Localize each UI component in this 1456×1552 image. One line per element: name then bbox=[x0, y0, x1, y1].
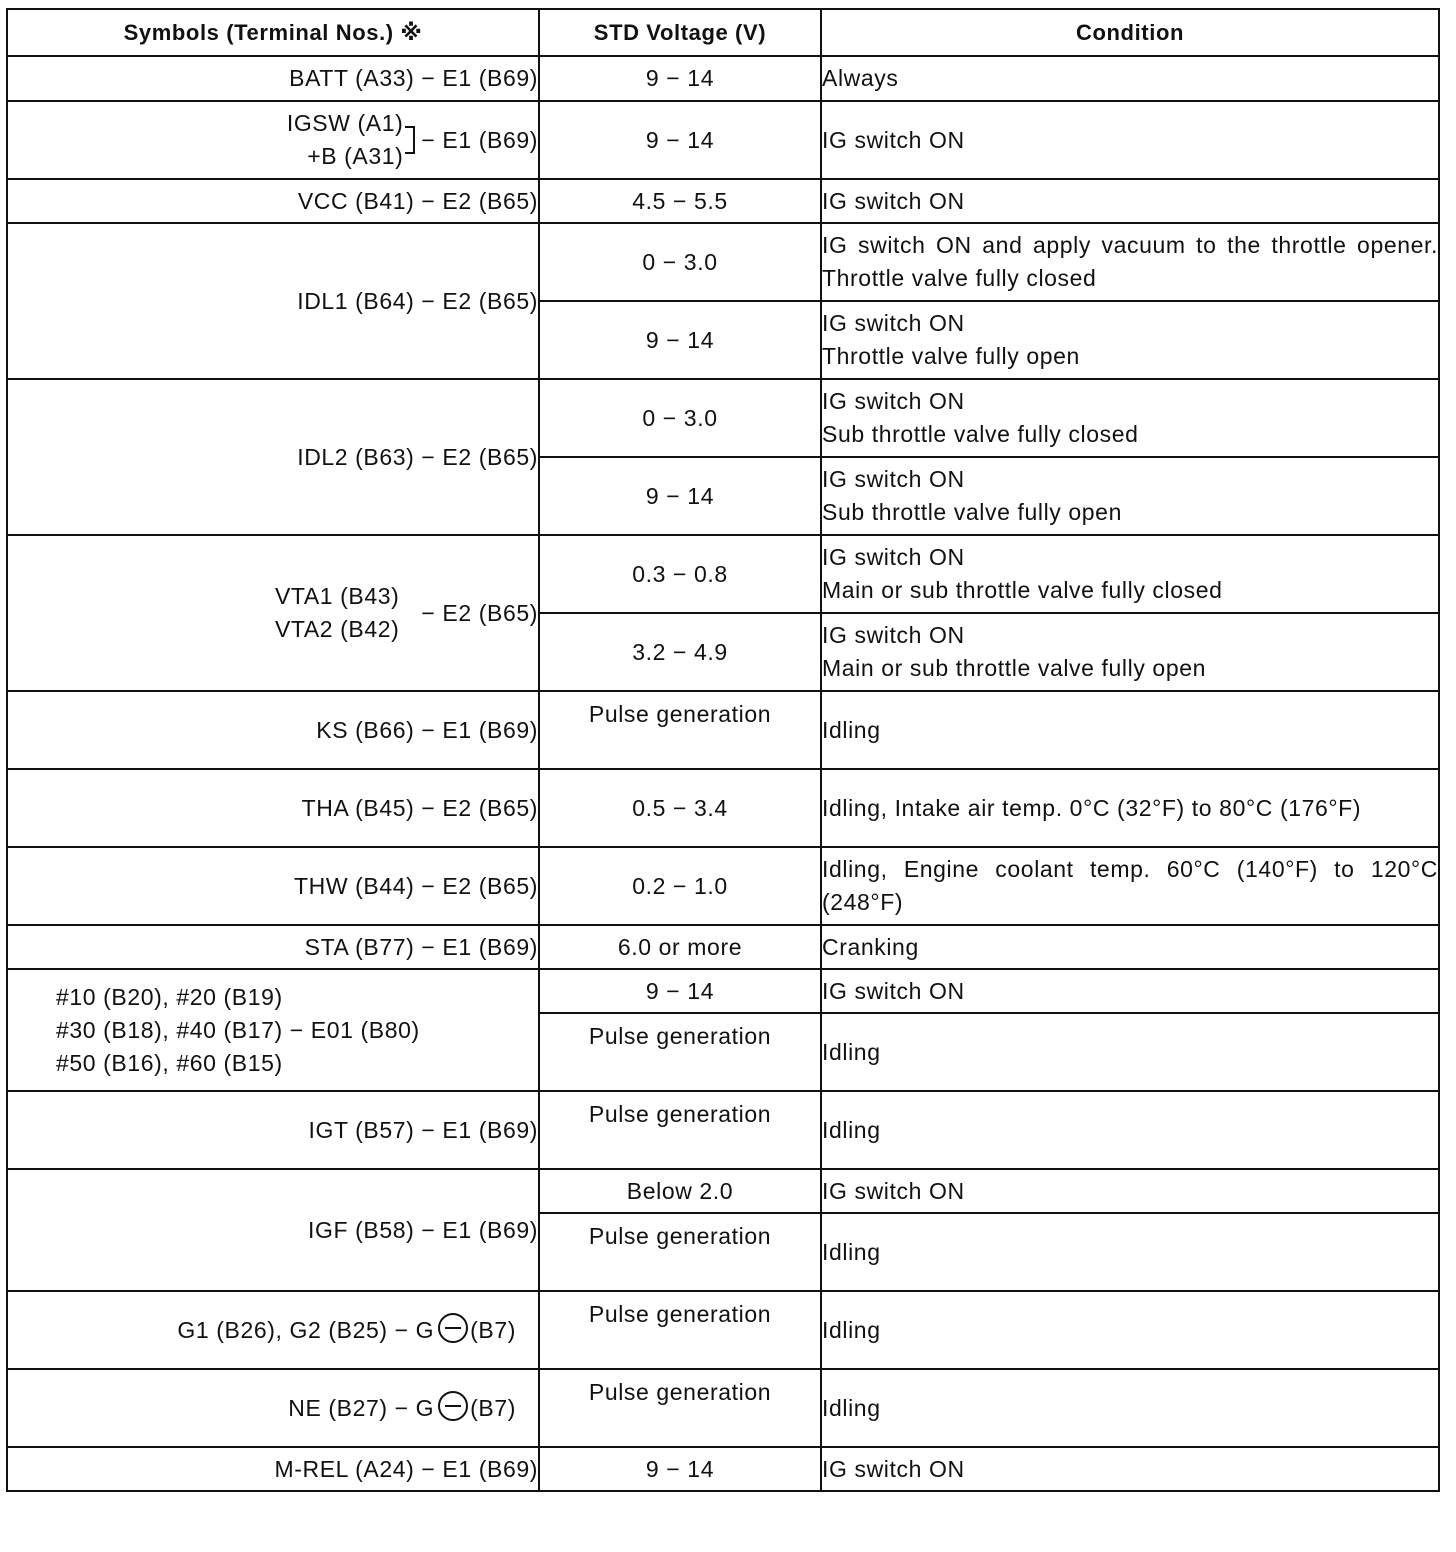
symbol-cell bbox=[7, 969, 539, 1091]
bracket-group bbox=[287, 107, 538, 173]
symbol-cell: IGF (B58) − E1 (B69) bbox=[7, 1169, 539, 1291]
condition-line: IG switch ON bbox=[822, 388, 965, 414]
symbol-line: #30 (B18), #40 (B17) − E01 (B80) bbox=[56, 1016, 420, 1043]
condition-cell bbox=[821, 613, 1439, 691]
voltage-cell: 4.5 − 5.5 bbox=[539, 179, 821, 223]
circled-minus-icon bbox=[438, 1391, 468, 1421]
symbol-cell: KS (B66) − E1 (B69) bbox=[7, 691, 539, 769]
table-row-ne bbox=[7, 1369, 1439, 1447]
voltage-cell: 9 − 14 bbox=[539, 457, 821, 535]
voltage-cell: 0.5 − 3.4 bbox=[539, 769, 821, 847]
header-symbols: Symbols (Terminal Nos.) ※ bbox=[7, 9, 539, 56]
condition-cell bbox=[821, 535, 1439, 613]
condition-line: Throttle valve fully open bbox=[822, 343, 1080, 369]
condition-cell: Idling, Intake air temp. 0°C (32°F) to 80°C (176°F) bbox=[821, 769, 1439, 847]
condition-cell: IG switch ON bbox=[821, 101, 1439, 179]
symbol-cell bbox=[7, 535, 539, 691]
header-row bbox=[7, 9, 1439, 56]
condition-line: Sub throttle valve fully closed bbox=[822, 421, 1139, 447]
symbol-cell: THW (B44) − E2 (B65) bbox=[7, 847, 539, 925]
condition-line: IG switch ON bbox=[822, 544, 965, 570]
symbol-text: (B7) bbox=[470, 1317, 516, 1343]
symbol-cell: IGT (B57) − E1 (B69) bbox=[7, 1091, 539, 1169]
symbol-cell: IDL2 (B63) − E2 (B65) bbox=[7, 379, 539, 535]
condition-cell: IG switch ON bbox=[821, 969, 1439, 1013]
voltage-cell: 0.3 − 0.8 bbox=[539, 535, 821, 613]
symbol-text: (B7) bbox=[470, 1395, 516, 1421]
condition-cell: Idling bbox=[821, 691, 1439, 769]
symbol-tail: − E2 (B65) bbox=[421, 599, 538, 626]
table-row-vta-a bbox=[7, 535, 1439, 613]
condition-cell: Idling bbox=[821, 1369, 1439, 1447]
terminal-voltage-table bbox=[6, 8, 1440, 1492]
voltage-cell: 0.2 − 1.0 bbox=[539, 847, 821, 925]
voltage-cell: Pulse generation bbox=[539, 1013, 821, 1091]
condition-line: Sub throttle valve fully open bbox=[822, 499, 1122, 525]
symbol-cell: THA (B45) − E2 (B65) bbox=[7, 769, 539, 847]
symbol-cell: VCC (B41) − E2 (B65) bbox=[7, 179, 539, 223]
table-row-thw bbox=[7, 847, 1439, 925]
condition-cell: IG switch ON bbox=[821, 1169, 1439, 1213]
voltage-cell: Pulse generation bbox=[539, 691, 821, 769]
condition-cell: IG switch ON and apply vacuum to the throttle opener. Throttle valve fully closed bbox=[821, 223, 1439, 301]
condition-line: IG switch ON bbox=[822, 466, 965, 492]
symbol-text: NE (B27) − G bbox=[288, 1395, 435, 1421]
symbol-line: VTA2 (B42) bbox=[274, 616, 400, 642]
symbol-text: G1 (B26), G2 (B25) − G bbox=[177, 1317, 435, 1343]
condition-cell: Idling bbox=[821, 1013, 1439, 1091]
symbol-tail: − E1 (B69) bbox=[421, 126, 538, 153]
voltage-cell: Below 2.0 bbox=[539, 1169, 821, 1213]
condition-cell: Cranking bbox=[821, 925, 1439, 969]
symbol-line: #10 (B20), #20 (B19) bbox=[56, 983, 283, 1010]
symbol-line: IGSW (A1) bbox=[286, 110, 404, 136]
symbol-cell bbox=[7, 1291, 539, 1369]
table-row-igt bbox=[7, 1091, 1439, 1169]
symbol-cell: STA (B77) − E1 (B69) bbox=[7, 925, 539, 969]
table-row-vcc bbox=[7, 179, 1439, 223]
header-std-voltage: STD Voltage (V) bbox=[539, 9, 821, 56]
table-row-g1-g2 bbox=[7, 1291, 1439, 1369]
voltage-cell: 3.2 − 4.9 bbox=[539, 613, 821, 691]
symbol-cell bbox=[7, 101, 539, 179]
symbol-line: #50 (B16), #60 (B15) bbox=[56, 1049, 283, 1076]
condition-cell: Always bbox=[821, 56, 1439, 101]
voltage-cell: 9 − 14 bbox=[539, 969, 821, 1013]
symbol-cell: IDL1 (B64) − E2 (B65) bbox=[7, 223, 539, 379]
table-row-injectors-a bbox=[7, 969, 1439, 1013]
condition-cell bbox=[821, 379, 1439, 457]
condition-cell bbox=[821, 301, 1439, 379]
table-row-idl2-a bbox=[7, 379, 1439, 457]
voltage-cell: 9 − 14 bbox=[539, 101, 821, 179]
voltage-cell: Pulse generation bbox=[539, 1291, 821, 1369]
condition-cell bbox=[821, 457, 1439, 535]
voltage-cell: Pulse generation bbox=[539, 1369, 821, 1447]
voltage-cell: 0 − 3.0 bbox=[539, 223, 821, 301]
symbol-cell: BATT (A33) − E1 (B69) bbox=[7, 56, 539, 101]
symbol-cell: M-REL (A24) − E1 (B69) bbox=[7, 1447, 539, 1491]
table-row-sta bbox=[7, 925, 1439, 969]
table-row-batt bbox=[7, 56, 1439, 101]
bracket-mark bbox=[405, 126, 415, 154]
voltage-cell: 0 − 3.0 bbox=[539, 379, 821, 457]
voltage-cell: 9 − 14 bbox=[539, 301, 821, 379]
condition-cell: Idling, Engine coolant temp. 60°C (140°F) to 120°C (248°F) bbox=[821, 847, 1439, 925]
condition-cell: Idling bbox=[821, 1091, 1439, 1169]
voltage-cell: Pulse generation bbox=[539, 1091, 821, 1169]
table-row-igsw bbox=[7, 101, 1439, 179]
table-row-idl1-a bbox=[7, 223, 1439, 301]
voltage-cell: Pulse generation bbox=[539, 1213, 821, 1291]
condition-line: Main or sub throttle valve fully closed bbox=[822, 577, 1223, 603]
circled-minus-icon bbox=[438, 1313, 468, 1343]
condition-line: IG switch ON bbox=[822, 622, 965, 648]
condition-line: Main or sub throttle valve fully open bbox=[822, 655, 1207, 681]
table-row-ks bbox=[7, 691, 1439, 769]
condition-cell: Idling bbox=[821, 1213, 1439, 1291]
voltage-cell: 6.0 or more bbox=[539, 925, 821, 969]
condition-cell: IG switch ON bbox=[821, 1447, 1439, 1491]
symbol-line: +B (A31) bbox=[307, 143, 404, 169]
condition-cell: IG switch ON bbox=[821, 179, 1439, 223]
voltage-cell: 9 − 14 bbox=[539, 1447, 821, 1491]
condition-cell: Idling bbox=[821, 1291, 1439, 1369]
table-row-igf-a bbox=[7, 1169, 1439, 1213]
table-row-m-rel bbox=[7, 1447, 1439, 1491]
symbol-line: VTA1 (B43) bbox=[274, 583, 400, 609]
table-row-tha bbox=[7, 769, 1439, 847]
header-condition: Condition bbox=[821, 9, 1439, 56]
condition-line: IG switch ON bbox=[822, 310, 965, 336]
symbol-group bbox=[275, 580, 538, 646]
symbol-cell bbox=[7, 1369, 539, 1447]
voltage-cell: 9 − 14 bbox=[539, 56, 821, 101]
